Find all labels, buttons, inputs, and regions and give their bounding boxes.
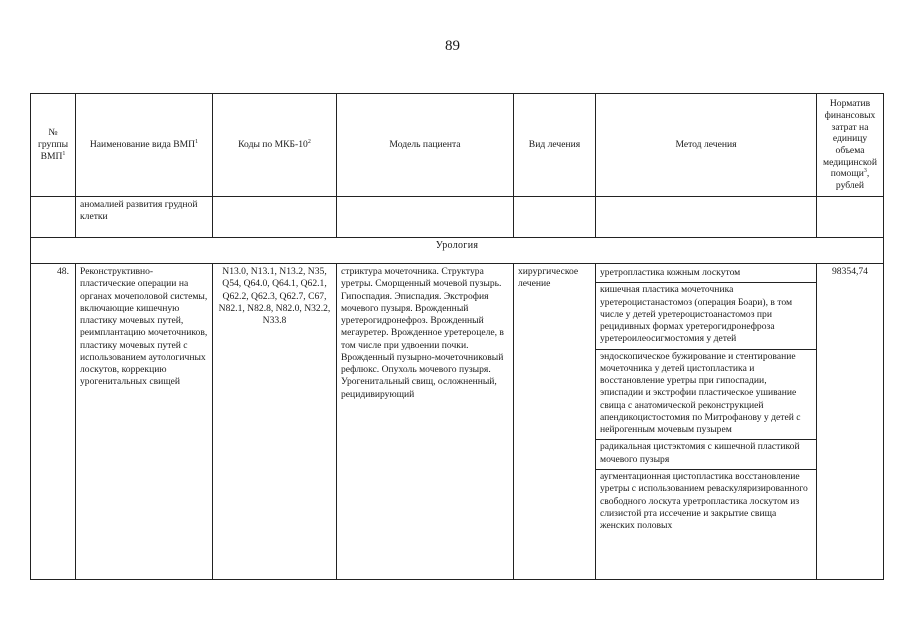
method-item: эндоскопическое бужирование и стентирование мочеточника у детей цистопластика и восстановление уретры при гипоспадии, эписпадии и экстрофии пластическое ушивание свища с анатомической реконструкцией апендикоцистостомия по Митрофанову у детей с нейрогенным мочевым пузырем [596, 350, 816, 441]
header-row [31, 94, 884, 197]
row-group-no: 48. [31, 264, 76, 580]
method-item: аугментационная цистопластика восстановление уретры с использованием реваскуляризированного свободного лоскута уретропластика лоскутом из слизистой рта иссечение и закрытие свища женских половых [600, 470, 808, 532]
header-cost-norm: Норматив финансовых затрат на единицу объема медицинской помощи$^3$, рублей [817, 94, 884, 197]
section-title: Урология [31, 238, 884, 264]
row-vmp-name: Реконструктивно-пластические операции на органах мочеполовой системы, включающие кишечную пластику мочевых путей, реимплантацию мочеточников, пластику мочевых путей с использованием аутологичных лоскутов, коррекцию урогенитальных свищей [76, 264, 213, 580]
header-patient-model: Модель пациента [337, 94, 514, 197]
row-patient-model: стриктура мочеточника. Структура уретры. Сморщенный мочевой пузырь. Гипоспадия. Эписпадия. Экстрофия мочевого пузыря. Врожденный уретерогидронефроз. Врожденный мегауретер. Врожденное уретероцеле, в том числе при удвоении почки. Врожденный пузырно-мочеточниковый рефлюкс. Опухоль мочевого пузыря. Урогенитальный свищ, осложненный, рецидивирующий [337, 264, 514, 580]
header-icd-codes: Коды по МКБ-$10^2$ [213, 94, 337, 197]
page-number: 89 [445, 38, 460, 54]
row-treatment-methods [596, 264, 817, 580]
continuation-row [31, 197, 884, 238]
table-row [31, 264, 884, 580]
header-treatment-type: Вид лечения [514, 94, 596, 197]
header-vmp-name: Наименование вида ВМП$^1$ [76, 94, 213, 197]
continuation-vmp-name: аномалией развития грудной клетки [76, 197, 213, 238]
row-treatment-type: хирургическое лечение [514, 264, 596, 580]
header-group-no: № группы ВМП$^1$ [31, 94, 76, 197]
header-treatment-method: Метод лечения [596, 94, 817, 197]
row-icd-codes: N13.0, N13.1, N13.2, N35, Q54, Q64.0, Q64.1, Q62.1, Q62.2, Q62.3, Q62.7, C67, N82.1, N82.8, N82.0, N32.2, N33.8 [213, 264, 337, 580]
method-item: радикальная цистэктомия с кишечной пластикой мочевого пузыря [596, 440, 816, 470]
method-item: кишечная пластика мочеточника уретероцистанастомоз (операция Боари), в том числе у детей уретероцистоанастомоз при рецидивных формах уретерогидронефроза уретероилеосигмостомия у детей [596, 283, 816, 349]
row-cost: 98354,74 [817, 264, 884, 580]
vmp-table [30, 93, 884, 580]
section-row [31, 238, 884, 264]
method-item: уретропластика кожным лоскутом [596, 266, 816, 283]
